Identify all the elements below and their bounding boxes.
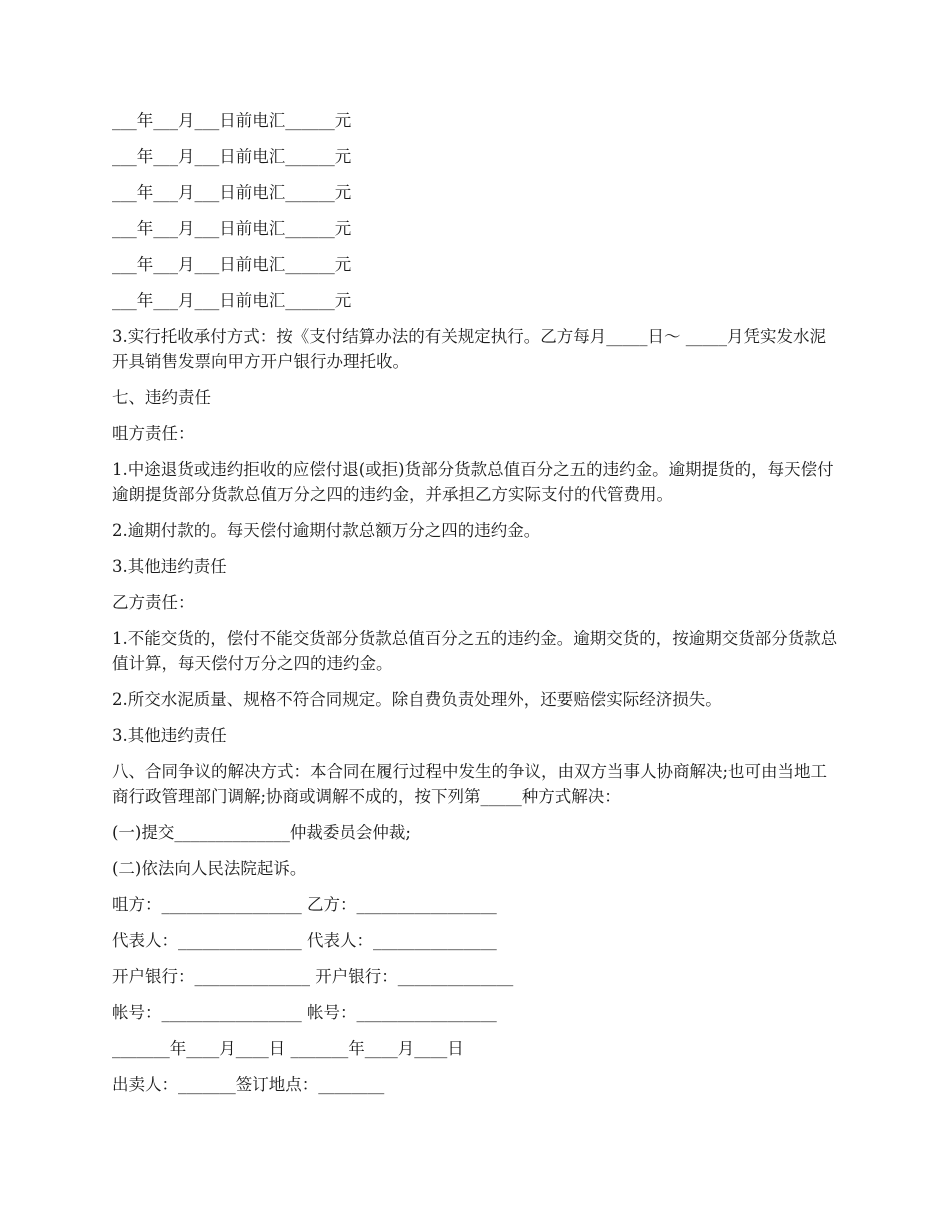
signature-accounts-line: 帐号：_________________ 帐号：_________________ xyxy=(112,1003,497,1022)
seller-and-place-line: 出卖人：_______签订地点：________ xyxy=(112,1075,385,1094)
payment-date-line: ___年___月___日前电汇______元 xyxy=(112,183,352,202)
section-dispute-resolution: 八、合同争议的解决方式：本合同在履行过程中发生的争议，由双方当事人协商解决;也可由当地工商行政管理部门调解;协商或调解不成的，按下列第_____种方式解决： xyxy=(112,762,828,806)
party-a-liability-item: 3.其他违约责任 xyxy=(112,557,227,576)
signature-banks-line: 开户银行：______________ 开户银行：______________ xyxy=(112,967,514,986)
payment-date-line: ___年___月___日前电汇______元 xyxy=(112,111,352,130)
payment-date-line: ___年___月___日前电汇______元 xyxy=(112,255,352,274)
dispute-option-arbitration: (一)提交______________仲裁委员会仲裁; xyxy=(112,823,411,842)
signature-dates-line: _______年____月____日 _______年____月____日 xyxy=(112,1039,464,1058)
party-b-liability-item: 3.其他违约责任 xyxy=(112,726,227,745)
document-body xyxy=(112,108,838,1108)
party-b-liability-heading: 乙方责任： xyxy=(112,593,195,612)
party-a-liability-item: 1.中途退货或违约拒收的应偿付退(或拒)货部分货款总值百分之五的违约金。逾期提货的，每天偿付逾朗提货部分货款总值万分之四的违约金，并承担乙方实际支付的代管费用。 xyxy=(112,460,834,504)
payment-date-line: ___年___月___日前电汇______元 xyxy=(112,147,352,166)
dispute-option-litigation: (二)依法向人民法院起诉。 xyxy=(112,859,307,878)
payment-date-line: ___年___月___日前电汇______元 xyxy=(112,219,352,238)
payment-date-line: ___年___月___日前电汇______元 xyxy=(112,291,352,310)
clause-collection-method: 3.实行托收承付方式：按《支付结算办法的有关规定执行。乙方每月_____日～ _____月凭实发水泥开具销售发票向甲方开户银行办理托收。 xyxy=(112,327,826,371)
party-a-liability-heading: 咀方责任： xyxy=(112,424,195,443)
party-b-liability-item: 2.所交水泥质量、规格不符合同规定。除自费负责处理外，还要赔偿实际经济损失。 xyxy=(112,690,722,709)
signature-representatives-line: 代表人：_______________ 代表人：_______________ xyxy=(112,931,497,950)
section-heading-liability: 七、违约责任 xyxy=(112,388,211,407)
party-a-liability-item: 2.逾期付款的。每天偿付逾期付款总额万分之四的违约金。 xyxy=(112,521,541,540)
party-b-liability-item: 1.不能交货的，偿付不能交货部分货款总值百分之五的违约金。逾期交货的，按逾期交货部分货款总值计算，每天偿付万分之四的违约金。 xyxy=(112,629,838,673)
signature-parties-line: 咀方：_________________ 乙方：_________________ xyxy=(112,895,497,914)
